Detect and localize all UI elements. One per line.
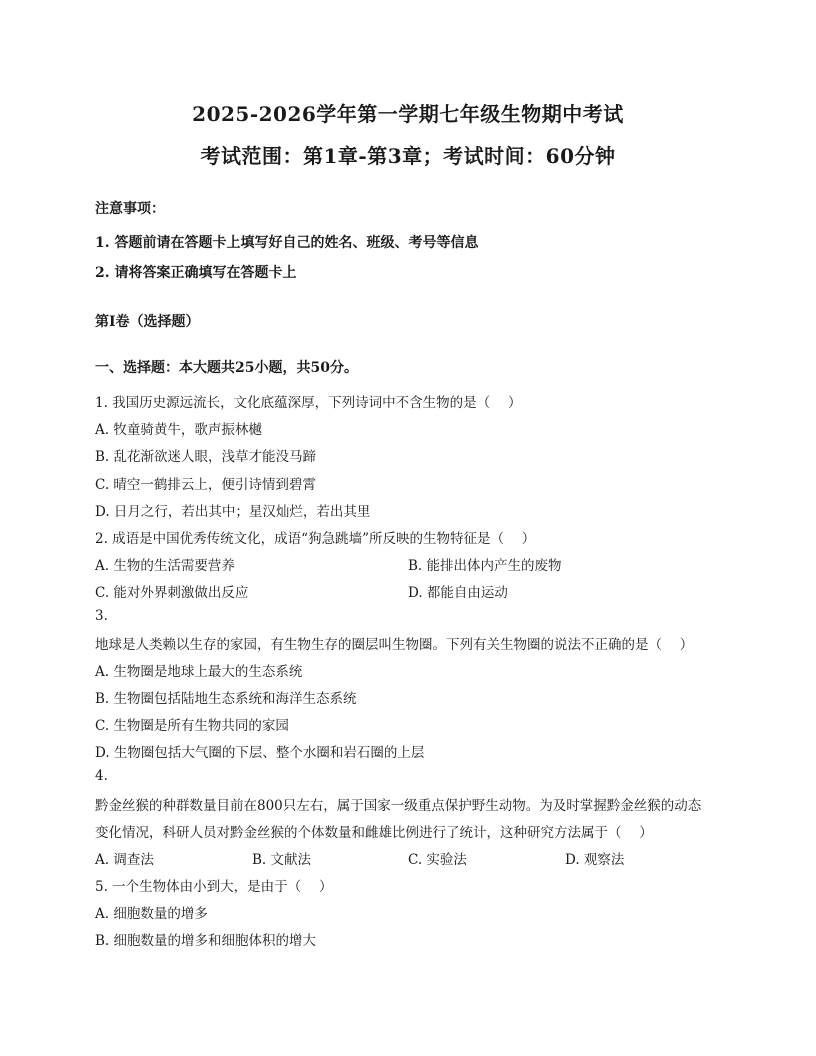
question-4-option-d: D. 观察法 bbox=[565, 852, 625, 868]
question-1-stem: 1. 我国历史源远流长，文化底蕴深厚，下列诗词中不含生物的是（ ） bbox=[95, 395, 522, 411]
question-3-number: 3. bbox=[95, 608, 108, 624]
notice-item-2: 2. 请将答案正确填写在答题卡上 bbox=[95, 265, 297, 281]
exam-title: 2025-2026学年第一学期七年级生物期中考试 bbox=[192, 102, 624, 126]
question-5-option-b: B. 细胞数量的增多和细胞体积的增大 bbox=[95, 933, 317, 949]
question-4-stem-line-1: 黔金丝猴的种群数量目前在800只左右，属于国家一级重点保护野生动物。为及时掌握黔金丝猴的动态 bbox=[95, 798, 702, 814]
question-2-option-c: C. 能对外界刺激做出反应 bbox=[95, 585, 249, 601]
question-1-option-a: A. 牧童骑黄牛，歌声振林樾 bbox=[95, 422, 262, 438]
question-2-option-d: D. 都能自由运动 bbox=[408, 585, 508, 601]
question-2-stem: 2. 成语是中国优秀传统文化，成语“狗急跳墙”所反映的生物特征是（ ） bbox=[95, 531, 536, 547]
question-3-stem: 地球是人类赖以生存的家园，有生物生存的圈层叫生物圈。下列有关生物圈的说法不正确的是（ ） bbox=[95, 637, 694, 653]
question-3-option-d: D. 生物圈包括大气圈的下层、整个水圈和岩石圈的上层 bbox=[95, 745, 425, 761]
volume-heading: 第Ⅰ卷（选择题） bbox=[95, 314, 200, 330]
notice-item-1: 1. 答题前请在答题卡上填写好自己的姓名、班级、考号等信息 bbox=[95, 235, 479, 251]
question-4-number: 4. bbox=[95, 768, 108, 784]
question-2-option-b: B. 能排出体内产生的废物 bbox=[408, 558, 562, 574]
question-4-stem-line-2: 变化情况，科研人员对黔金丝猴的个体数量和雌雄比例进行了统计，这种研究方法属于（ ） bbox=[95, 825, 653, 841]
question-5-stem: 5. 一个生物体由小到大，是由于（ ） bbox=[95, 879, 333, 895]
exam-subtitle: 考试范围：第1章-第3章；考试时间：60分钟 bbox=[200, 144, 616, 168]
question-5-option-a: A. 细胞数量的增多 bbox=[95, 906, 208, 922]
question-4-option-b: B. 文献法 bbox=[252, 852, 312, 868]
part-heading: 一、选择题：本大题共25小题，共50分。 bbox=[95, 360, 358, 376]
question-4-option-a: A. 调查法 bbox=[95, 852, 154, 868]
question-3-option-c: C. 生物圈是所有生物共同的家园 bbox=[95, 718, 289, 734]
notice-heading: 注意事项： bbox=[95, 201, 165, 217]
question-1-option-b: B. 乱花渐欲迷人眼，浅草才能没马蹄 bbox=[95, 449, 317, 465]
question-3-option-a: A. 生物圈是地球上最大的生态系统 bbox=[95, 664, 303, 680]
question-3-option-b: B. 生物圈包括陆地生态系统和海洋生态系统 bbox=[95, 691, 357, 707]
question-1-option-d: D. 日月之行，若出其中；星汉灿烂，若出其里 bbox=[95, 504, 371, 520]
question-4-option-c: C. 实验法 bbox=[408, 852, 467, 868]
question-2-option-a: A. 生物的生活需要营养 bbox=[95, 558, 235, 574]
question-1-option-c: C. 晴空一鹤排云上，便引诗情到碧霄 bbox=[95, 477, 316, 493]
